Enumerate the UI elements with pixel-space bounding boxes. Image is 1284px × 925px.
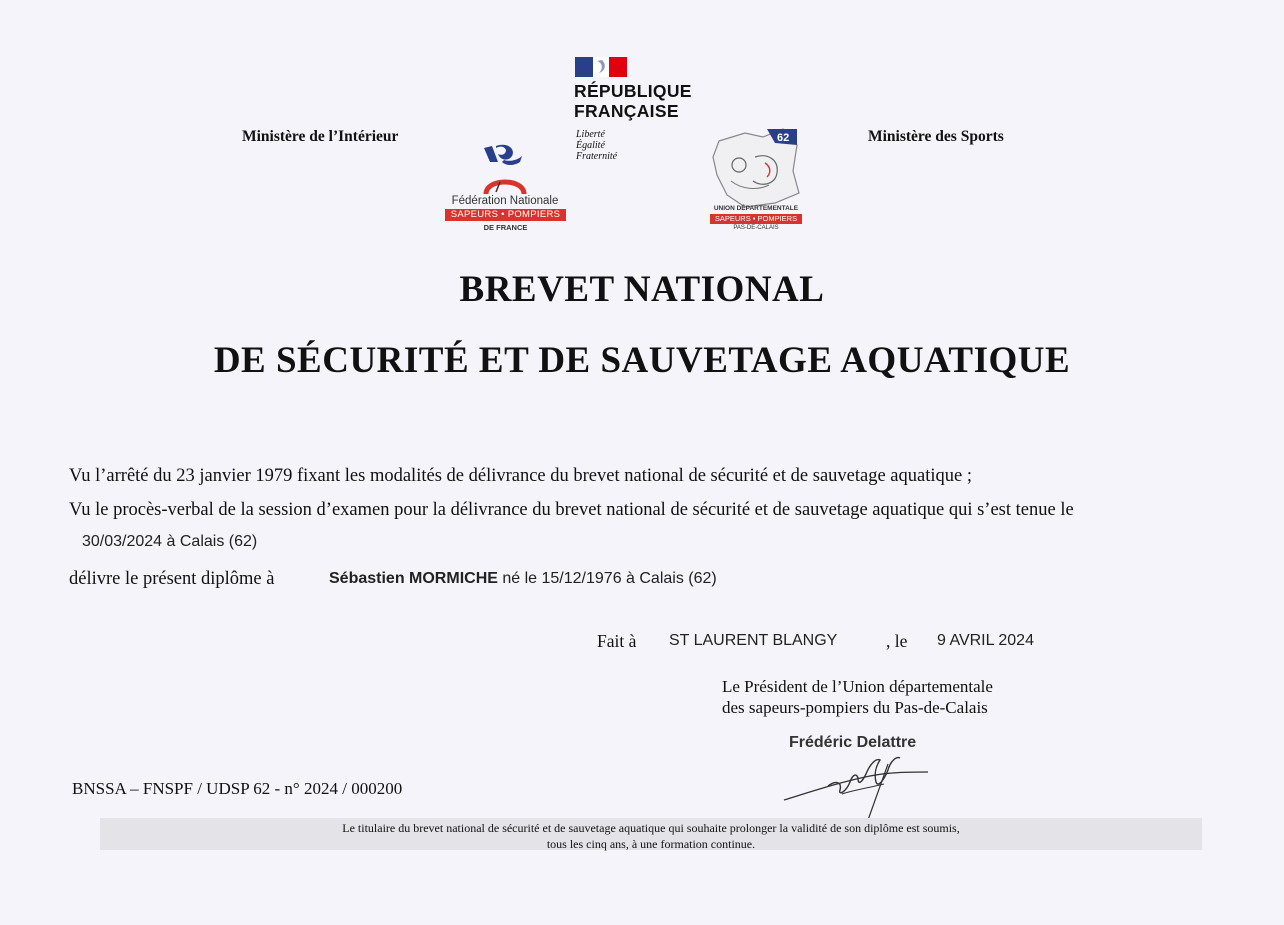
- udsp-union-departementale: UNION DÉPARTEMENTALE: [713, 205, 799, 212]
- ministry-sports-label: Ministère des Sports: [868, 128, 1004, 145]
- diploma-title-line2: DE SÉCURITÉ ET DE SAUVETAGE AQUATIQUE: [213, 340, 1071, 381]
- session-date-place: 30/03/2024 à Calais (62): [82, 533, 258, 550]
- republic-motto: [576, 129, 617, 162]
- marianne-flag-icon: [575, 57, 627, 77]
- notice-line1: Le titulaire du brevet national de sécurité et de sauvetage aquatique qui souhaite prolonger la validité de son diplôme est soumis,: [342, 821, 960, 835]
- handwritten-signature-icon: [780, 752, 940, 824]
- exam-session-line: Vu le procès-verbal de la session d’examen pour la délivrance du brevet national de sécurité et de sauvetage aquatique qui s’est tenue le: [69, 500, 1074, 520]
- signer-name: Frédéric Delattre: [789, 734, 917, 751]
- republique-line: RÉPUBLIQUE: [574, 81, 692, 101]
- holder-name: Sébastien MORMICHE: [329, 570, 498, 587]
- motto-liberte: Liberté: [576, 129, 605, 140]
- fnspf-sapeurs-pompiers-bar: SAPEURS • POMPIERS: [445, 209, 566, 221]
- ministry-interior-label: Ministère de l’Intérieur: [242, 128, 399, 145]
- president-title-line2: des sapeurs-pompiers du Pas-de-Calais: [722, 698, 988, 717]
- le-label: , le: [886, 631, 908, 651]
- udsp-pas-de-calais: PAS-DE-CALAIS: [733, 225, 779, 231]
- decree-reference-line: Vu l’arrêté du 23 janvier 1979 fixant les modalités de délivrance du brevet national de sécurité et de sauvetage aquatique ;: [69, 466, 972, 486]
- francaise-line: FRANÇAISE: [574, 101, 679, 121]
- notice-line2: tous les cinq ans, à une formation continue.: [546, 837, 756, 851]
- udsp62-map-logo-icon: [705, 123, 805, 213]
- fait-a-label: Fait à: [597, 631, 637, 651]
- udsp62-number: 62: [777, 132, 790, 144]
- motto-fraternite: Fraternité: [576, 151, 618, 162]
- issue-date: 9 AVRIL 2024: [937, 632, 1034, 649]
- deliver-label: délivre le présent diplôme à: [69, 569, 275, 589]
- republique-francaise-title: [574, 81, 692, 121]
- motto-egalite: Égalité: [576, 140, 605, 151]
- fnspf-name: Fédération Nationale: [451, 195, 559, 207]
- holder-line: [329, 570, 717, 588]
- holder-birth: né le 15/12/1976 à Calais (62): [497, 570, 717, 587]
- president-title-line1: Le Président de l’Union départementale: [722, 677, 993, 696]
- fnspf-de-france: DE FRANCE: [483, 223, 528, 232]
- issue-place: ST LAURENT BLANGY: [669, 632, 838, 649]
- udsp-sapeurs-pompiers-bar: SAPEURS • POMPIERS: [710, 214, 802, 224]
- diploma-reference-number: BNSSA – FNSPF / UDSP 62 - n° 2024 / 000200: [72, 779, 403, 798]
- diploma-title-line1: BREVET NATIONAL: [459, 269, 825, 310]
